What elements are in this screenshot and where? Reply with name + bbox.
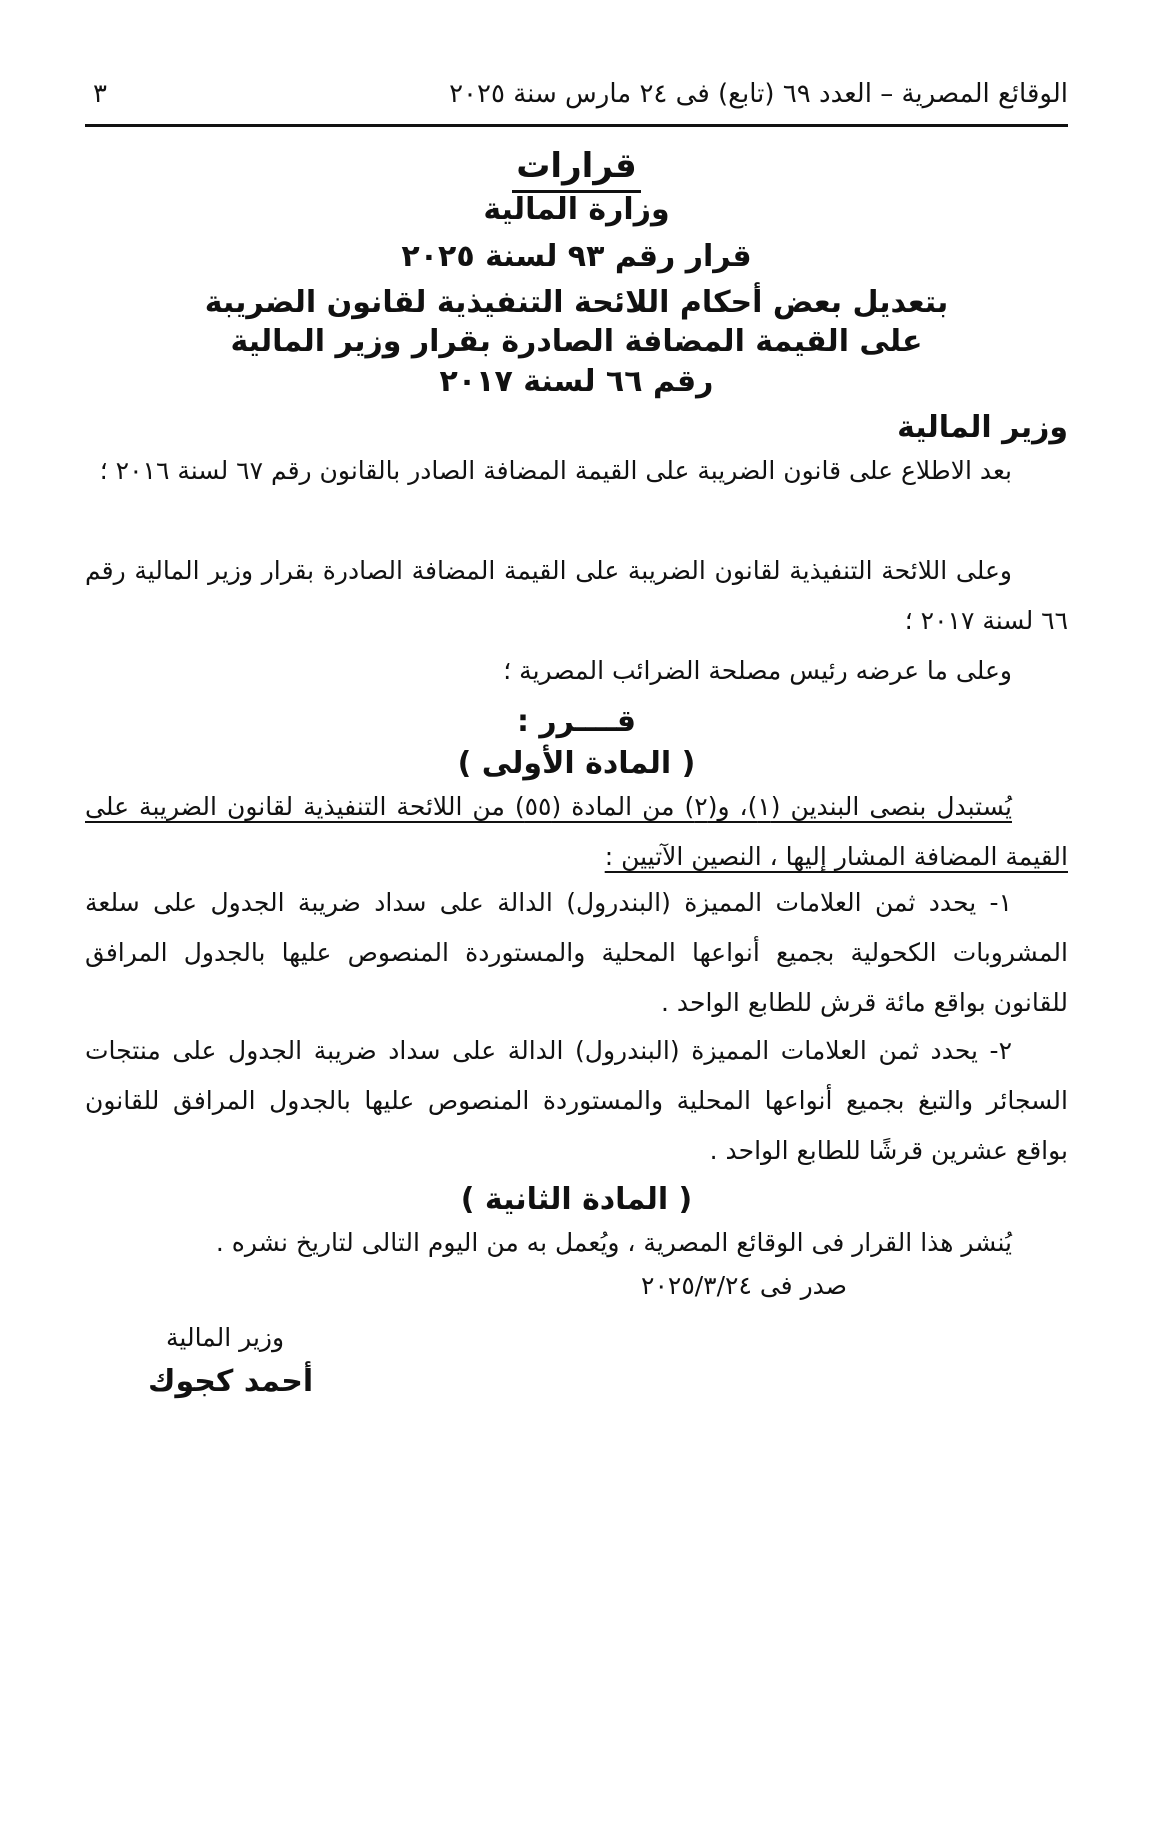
- article-1-item-2: ٢- يحدد ثمن العلامات المميزة (البندرول) الدالة على سداد ضريبة الجدول على منتجات السجائر والتبغ بجميع أنواعها المحلية والمستوردة المنصوص عليها بالجدول المرافق للقانون بواقع عشرين قرشًا للطابع الواحد .: [85, 1036, 1068, 1165]
- page-number: ٣: [93, 79, 107, 109]
- decree-subject-line-3: رقم ٦٦ لسنة ٢٠١٧: [439, 364, 714, 399]
- recital-2: وعلى اللائحة التنفيذية لقانون الضريبة على القيمة المضافة الصادرة بقرار وزير المالية رقم ٦٦ لسنة ٢٠١٧ ؛: [85, 556, 1068, 635]
- ministry-title: وزارة المالية: [483, 192, 670, 227]
- article-1-item-1: ١- يحدد ثمن العلامات المميزة (البندرول) الدالة على سداد ضريبة الجدول على سلعة المشروبات الكحولية بجميع أنواعها المحلية والمستوردة المنصوص عليها بالجدول المرافق للقانون بواقع مائة قرش للطابع الواحد .: [85, 888, 1068, 1017]
- running-header: [85, 74, 1068, 114]
- header-rule: [85, 124, 1068, 127]
- recital-3: وعلى ما عرضه رئيس مصلحة الضرائب المصرية ؛: [503, 656, 1012, 685]
- decree-number: قرار رقم ٩٣ لسنة ٢٠٢٥: [401, 239, 752, 274]
- signatory-name: أحمد كجوك: [148, 1364, 314, 1399]
- decree-subject-line-2: على القيمة المضافة الصادرة بقرار وزير المالية: [230, 324, 923, 359]
- signatory-title: وزير المالية: [166, 1323, 285, 1352]
- article-1-intro: يُستبدل بنصى البندين (١)، و(٢) من المادة (٥٥) من اللائحة التنفيذية لقانون الضريبة على القيمة المضافة المشار إليها ، النصين الآتيين :: [85, 792, 1068, 871]
- section-title: قرارات: [85, 144, 1068, 193]
- issuer-heading: وزير المالية: [897, 410, 1068, 445]
- article-2-heading: ( المادة الثانية ): [460, 1182, 693, 1217]
- article-1-heading: ( المادة الأولى ): [457, 746, 696, 781]
- issue-date: صدر فى ٢٠٢٥/٣/٢٤: [641, 1271, 847, 1300]
- decided-heading: قــــرر :: [516, 704, 637, 739]
- recital-1: بعد الاطلاع على قانون الضريبة على القيمة المضافة الصادر بالقانون رقم ٦٧ لسنة ٢٠١٦ ؛: [99, 456, 1012, 485]
- article-2-text: يُنشر هذا القرار فى الوقائع المصرية ، ويُعمل به من اليوم التالى لتاريخ نشره .: [215, 1228, 1012, 1257]
- running-title: الوقائع المصرية – العدد ٦٩ (تابع) فى ٢٤ مارس سنة ٢٠٢٥: [449, 79, 1068, 109]
- decree-subject-line-1: بتعديل بعض أحكام اللائحة التنفيذية لقانون الضريبة: [204, 285, 949, 320]
